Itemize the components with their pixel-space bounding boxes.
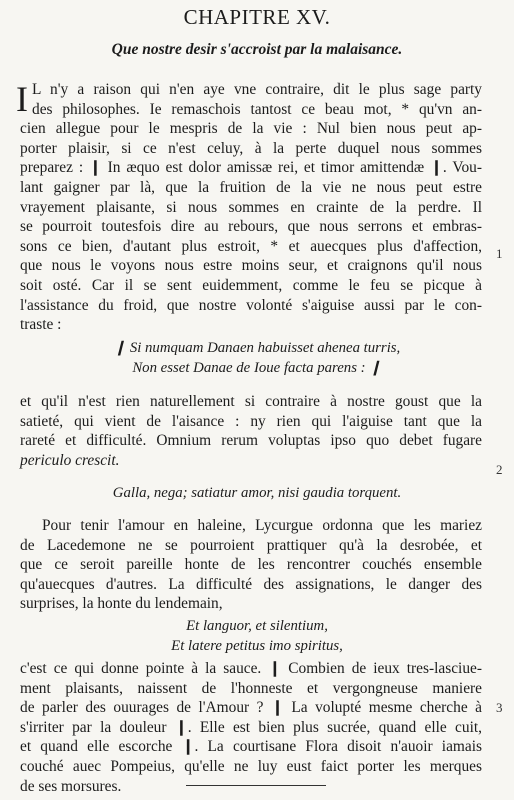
text-line: Pour tenir l'amour en haleine, Lycurgue ordonna que les mariez	[42, 517, 482, 534]
text-line: satieté, qui vient de l'aisance : ny rien qui l'aiguise tant que la	[20, 412, 482, 430]
paragraph-2	[20, 392, 482, 470]
text-line: que nous le voyons nous estre moins seur, et craignons qu'il nous	[20, 257, 482, 275]
text-line: surprises, la honte du lendemain,	[20, 595, 223, 613]
paragraph-1	[16, 79, 482, 335]
text-line: preparez : ❙ In æquo est dolor amissæ rei, et timor amittendæ ❙. Vou-	[20, 159, 482, 177]
verse-line: Et latere petitus imo spiritus,	[171, 637, 343, 654]
text-line: des philosophes. Ie remaschois tantost ce beau mot, * qu'vn an-	[32, 100, 482, 118]
latin-verse-1	[0, 339, 514, 378]
text-line: et quand elle escorche ❙. La courtisane Flora disoit n'auoir iamais	[20, 738, 482, 756]
latin-verse-2	[0, 484, 514, 504]
text-line: que ce seroit pareille honte de les rencontrer couchés ensemble	[20, 556, 482, 574]
text-line: porter plaisir, si ce n'est celuy, à la perte duquel nous sommes	[20, 139, 482, 157]
text-line: s'irriter par la douleur ❙. Elle est bien plus sucrée, quand elle cuit,	[20, 718, 482, 736]
chapter-subtitle: Que nostre desir s'accroist par la malaisance.	[111, 41, 403, 58]
text-line: de parler des ouurages de l'Amour ? ❙ La volupté mesme cherche à	[20, 699, 482, 717]
verse-line: Galla, nega; satiatur amor, nisi gaudia torquent.	[112, 485, 402, 501]
text-line: soit osté. Car il se sent euidemment, comme le feu se picque à	[20, 276, 482, 294]
text-line: et qu'il n'est rien naturellement si contraire à nostre goust que la	[20, 393, 482, 410]
text-line: lant gaigner par là, que la fruition de la vie ne nous peut estre	[20, 178, 482, 196]
verse-line: Non esset Danae de Ioue facta parens : ❙	[132, 359, 382, 376]
text-line: l'assistance du froid, que nostre volonté s'aiguise aussi par le con-	[20, 296, 482, 314]
text-line: vrayement plaisante, si nous sommes en crainte de la perdre. Il	[20, 198, 482, 216]
footer-rule	[186, 785, 326, 786]
text-line: ment plaisants, naissent de l'honneste et vergongneuse maniere	[20, 679, 482, 697]
paragraph-4	[20, 659, 482, 796]
text-line: c'est ce qui donne pointe à la sauce. ❙ Combien de ieux tres-lasciue-	[20, 660, 482, 677]
margin-note: 3	[496, 700, 503, 715]
verse-line: ❙ Si numquam Danaen habuisset ahenea turris,	[113, 340, 401, 356]
chapter-title: CHAPITRE XV.	[183, 5, 331, 29]
text-line: cien allegue pour le mespris de la vie : Nul bien nous peut ap-	[20, 120, 482, 138]
text-line: de Lacedemone ne se pourroient prattiquer qu'à la desrobée, et	[20, 536, 482, 554]
margin-note: 1	[496, 246, 503, 261]
text-line: de ses morsures.	[20, 777, 122, 795]
drop-cap: I	[16, 79, 28, 119]
latin-verse-3	[0, 617, 514, 656]
text-line: qu'auecques d'autres. La difficulté des assignations, le danger des	[20, 575, 482, 593]
text-line: couché auec Pompeius, qu'elle ne luy eust faict porter les merques	[20, 757, 482, 775]
text-line: se pourroit toutesfois dire au rebours, que nous serrons et embras-	[20, 218, 482, 236]
text-line: rareté et difficulté. Omnium rerum voluptas ipso quo debet fugare	[20, 432, 482, 450]
paragraph-3	[20, 516, 482, 614]
text-line: periculo crescit.	[20, 451, 120, 469]
margin-note: 2	[496, 462, 503, 477]
text-line: L n'y a raison qui n'en aye vne contraire, dit le plus sage party	[32, 81, 482, 98]
verse-line: Et languor, et silentium,	[186, 618, 328, 634]
text-line: sons ce bien, d'autant plus estroit, * et auecques plus d'affection,	[20, 237, 482, 255]
text-line: traste :	[20, 316, 62, 334]
